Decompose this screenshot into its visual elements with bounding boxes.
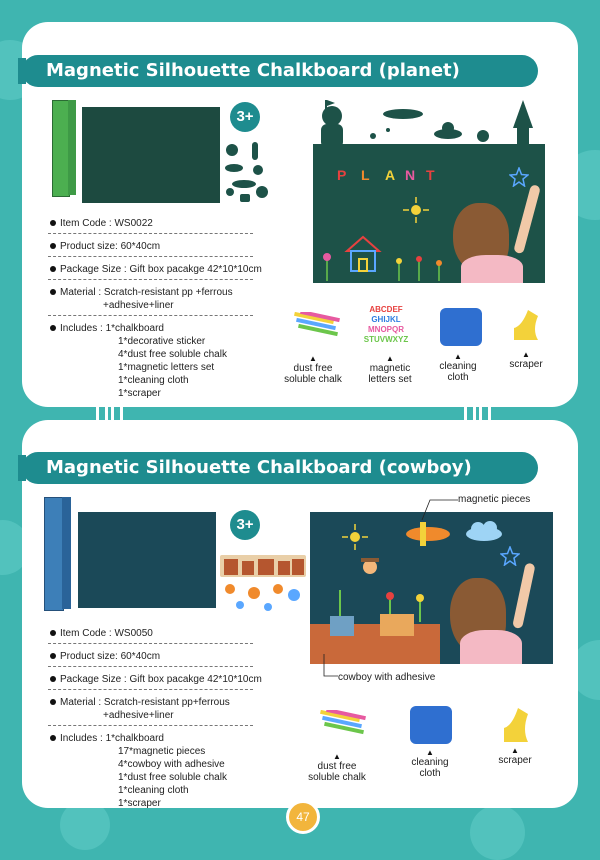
triangle-icon: ▲ (386, 354, 394, 363)
sun-doodle (340, 522, 370, 552)
bullet-icon (50, 630, 56, 636)
gift-box-image (44, 497, 64, 611)
accessory-label: ▲ magnetic letters set (355, 354, 425, 385)
product-title-banner (22, 55, 538, 87)
includes-line: 4*dust free soluble chalk (118, 349, 227, 360)
accessory-label: ▲ cleaning cloth (426, 352, 490, 383)
cleaning-cloth-image (410, 706, 452, 744)
spec-product-size: Product size: 60*40cm (48, 650, 253, 667)
product-specs (48, 627, 262, 819)
magnetic-letters-image: ABCDEF GHIJKL MNOPQR STUVWXYZ (363, 305, 409, 344)
bullet-icon (50, 699, 56, 705)
bullet-icon (50, 325, 56, 331)
bullet-icon (50, 735, 56, 741)
bullet-icon (50, 676, 56, 682)
western-town-sticker (330, 616, 354, 636)
triangle-icon: ▲ (454, 352, 462, 361)
product-photo-planet (313, 145, 545, 283)
product-photo-cowboy (310, 512, 553, 664)
silhouette-sticker-sheet (222, 140, 272, 205)
spec-includes: Includes : 1*chalkboard 1*decorative sticker 4*dust free soluble chalk 1*magnetic letters set 1*cleaning cloth 1*scraper (48, 322, 253, 403)
age-badge: 3+ (230, 102, 260, 132)
includes-line: 4*cowboy with adhesive (118, 759, 225, 770)
accessory-label: ▲ dust free soluble chalk (278, 354, 348, 385)
spec-material: Material : Scratch-resistant pp +ferrous +adhesive+liner (48, 286, 253, 316)
includes-line: 1*decorative sticker (118, 336, 206, 347)
chalk-image (318, 710, 368, 736)
child-figure-shirt (460, 630, 522, 664)
gift-box-side (68, 100, 76, 195)
chalkboard-image (82, 107, 220, 203)
board-letter: L (361, 167, 370, 183)
star-doodle (509, 167, 529, 187)
bullet-icon (50, 653, 56, 659)
accessory-label: ▲ cleaning cloth (398, 748, 462, 779)
includes-line: 1*scraper (118, 388, 161, 399)
bullet-icon (50, 266, 56, 272)
bullet-icon (50, 243, 56, 249)
background-dot (470, 805, 525, 860)
callout-cowboy-adhesive: cowboy with adhesive (338, 672, 436, 683)
includes-line: 1*magnetic letters set (118, 362, 215, 373)
accessory-label: ▲ dust free soluble chalk (302, 752, 372, 783)
triangle-icon: ▲ (511, 746, 519, 755)
board-letter: N (405, 167, 416, 183)
spec-package-size: Package Size : Gift box pacakge 42*10*10cm (48, 263, 253, 280)
product-title: Magnetic Silhouette Chalkboard (cowboy) (46, 457, 472, 478)
bullet-icon (50, 289, 56, 295)
triangle-icon: ▲ (309, 354, 317, 363)
board-letter: P (337, 167, 347, 183)
spec-material: Material : Scratch-resistant pp+ferrous +adhesive+liner (48, 696, 253, 726)
includes-line: 1*cleaning cloth (118, 785, 189, 796)
includes-line: 1*dust free soluble chalk (118, 772, 227, 783)
airplane-sticker (402, 518, 454, 548)
spec-package-size: Package Size : Gift box pacakge 42*10*10cm (48, 673, 253, 690)
includes-line: 1*scraper (118, 798, 161, 809)
cowboy-sticker (355, 552, 385, 582)
product-title-banner (22, 452, 538, 484)
includes-line: 1*cleaning cloth (118, 375, 189, 386)
cowboy-sticker-sheet (220, 553, 308, 613)
triangle-icon: ▲ (522, 350, 530, 359)
board-letter: T (426, 167, 435, 183)
planet-silhouette (313, 98, 545, 148)
accessory-label: ▲ scraper (496, 350, 556, 370)
page-number: 47 (286, 800, 320, 834)
product-specs (48, 217, 262, 409)
child-figure-shirt (461, 255, 523, 283)
spec-item-code: Item Code : WS0050 (48, 627, 253, 644)
triangle-icon: ▲ (426, 748, 434, 757)
spec-product-size: Product size: 60*40cm (48, 240, 253, 257)
callout-line (322, 652, 340, 680)
includes-line: 17*magnetic pieces (118, 746, 206, 757)
spec-item-code: Item Code : WS0022 (48, 217, 253, 234)
child-arm (512, 562, 536, 629)
sun-doodle (401, 195, 431, 225)
star-doodle (500, 546, 520, 566)
cloud-sticker (464, 520, 504, 542)
callout-line (420, 498, 460, 522)
western-town-sticker (380, 614, 414, 636)
chalk-image (292, 312, 342, 338)
child-arm (513, 184, 541, 254)
spec-includes: Includes : 1*chalkboard 17*magnetic pieces 4*cowboy with adhesive 1*dust free soluble chalk 1*cleaning cloth 1*scraper (48, 732, 253, 813)
chalkboard-image (78, 512, 216, 608)
cleaning-cloth-image (440, 308, 482, 346)
triangle-icon: ▲ (333, 752, 341, 761)
callout-magnetic-pieces: magnetic pieces (458, 494, 531, 505)
gift-box-side (62, 497, 71, 609)
age-badge: 3+ (230, 510, 260, 540)
scraper-image (498, 704, 534, 744)
product-title: Magnetic Silhouette Chalkboard (planet) (46, 60, 460, 81)
bullet-icon (50, 220, 56, 226)
board-letter: A (385, 167, 396, 183)
accessory-label: ▲ scraper (485, 746, 545, 766)
scraper-image (508, 306, 544, 342)
